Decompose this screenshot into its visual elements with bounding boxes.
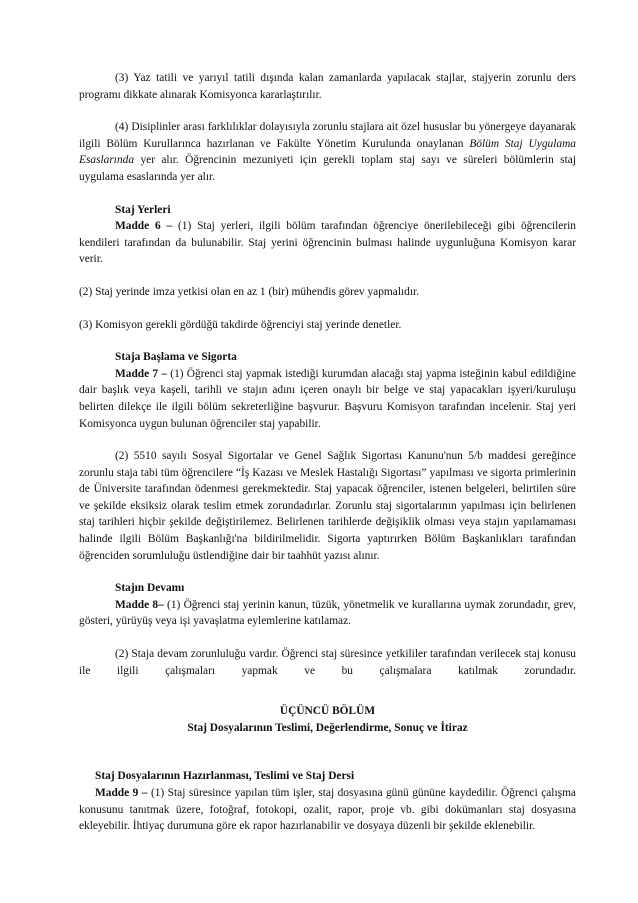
section-title: ÜÇÜNCÜ BÖLÜM [279,705,376,718]
heading-staja-baslama: Staja Başlama ve Sigorta [115,351,237,364]
madde-8-paragraph [79,597,576,630]
paragraph-disiplinler-part2: yer alır. Öğrencinin mezuniyeti için gerekli toplam staj sayı ve süreleri bölümlerin staj uygulama esaslarında yer alır. [79,154,576,183]
madde-6-item-2: (2) Staj yerinde imza yetkisi olan en az 1 (bir) mühendis görev yapmalıdır. [79,285,420,298]
madde-6-label: Madde 6 – [115,220,173,233]
paragraph-staj-tatil: (3) Yaz tatili ve yarıyıl tatili dışında kalan zamanlarda yapılacak stajlar, stajyerin zorunlu ders programı dikkate alınarak Komisyonca kararlaştırılır. [79,72,576,101]
madde-6-item-3: (3) Komisyon gerekli gördüğü takdirde öğrenciyi staj yerinde denetler. [79,318,402,331]
madde-6-text: (1) Staj yerleri, ilgili bölüm tarafından öğrenciye önerilebileceği gibi öğrencilerin kendileri tarafından da bulunabilir. Staj yerini öğrencinin bulması halinde uygunluğuna Komisyon karar verir. [79,220,576,266]
madde-8-text: (1) Öğrenci staj yerinin kanun, tüzük, yönetmelik ve kurallarına uymak zorundadır, grev, gösteri, yürüyüş veya işi yavaşlatma eylemlerine katılamaz. [79,598,576,628]
paragraph-disiplinler-italic: Bölüm Staj Uygulama Esaslarında [79,137,576,167]
madde-8-item-2 [79,646,576,679]
madde-6-paragraph [79,218,576,268]
madde-8-item-2-end: zorundadır. [524,664,577,677]
heading-staj-dosyalari: Staj Dosyalarının Hazırlanması, Teslimi ve Staj Dersi [95,770,355,783]
madde-7-item-2: (2) 5510 sayılı Sosyal Sigortalar ve Genel Sağlık Sigortası Kanunu'nun 5/b maddesi gereğince zorunlu staja tabi tüm öğrencilere “İş Kazası ve Meslek Hastalığı Sigortası” yapılması ve sigorta primlerinin de Üniversite tarafından ödenmesi gerekmektedir. Staj yapacak öğrenciler, istenen belgeleri, belirtilen süre ve şekilde eksiksiz olarak teslim etmek zorundadırlar. Zorunlu staj sigortalarının yapılması için belirlenen staj tarihleri hiçbir şekilde değiştirilemez. Belirlenen tarihlerde değişiklik olması veya stajın yapılamaması halinde ilgili Bölüm Başkanlığı'na bildirilmelidir. Sigorta yaptırırken Bölüm Başkanlıkları tarafından öğrenciden sorumluluğu üstlendiğine dair bir taahhüt yazısı alınır. [79,450,576,562]
madde-7-label: Madde 7 – [115,367,168,380]
heading-staj-yerleri: Staj Yerleri [115,203,171,216]
madde-9-text: (1) Staj süresince yapılan tüm işler, staj dosyasına günü gününe kaydedilir. Öğrenci çalışma konusunu tanıtmak üzere, fotoğraf, fotokopi, ozalit, rapor, proje vb. gibi dokümanları staj dosyasına ekleyebilir. İhtiyaç durumuna göre ek rapor hazırlanabilir ve dosyaya düzenli bir şekilde eklenebilir. [79,787,576,833]
madde-8-item-2-text: (2) Staja devam zorunluluğu vardır. Öğrenci staj süresince yetkililer tarafından verilecek staj konusu ile ilgili çalışmaları yapmak ve bu çalışmalara katılmak [79,648,576,677]
madde-8-label: Madde 8– [115,598,164,611]
madde-7-text: (1) Öğrenci staj yapmak istediği kurumdan alacağı staj yapma isteğinin kabul edildiğine dair başlık veya kaşeli, tarihli ve stajın adını içeren onaylı bir belge ve staj yapacakları işyeri/kuruluşu belirten dilekçe ile ilgili bölüm sekreterliğine başvurur. Başvuru Komisyon tarafından incelenir. Staj yeri Komisyonca uygun bulunan öğrenciler staj yapabilir. [79,367,576,430]
madde-7-paragraph [79,366,576,432]
madde-9-paragraph [79,785,576,835]
paragraph-disiplinler [79,119,576,185]
document-page [79,70,576,835]
heading-stajin-devami: Stajın Devamı [115,582,185,595]
section-subtitle: Staj Dosyalarının Teslimi, Değerlendirme, Sonuç ve İtiraz [187,721,468,734]
paragraph-disiplinler-part1: (4) Disiplinler arası farklılıklar dolayısıyla zorunlu stajlara ait özel hususlar bu yönergeye dayanarak ilgili Bölüm Kurullarınca hazırlanan ve Fakülte Yönetim Kurulunda onaylanan [79,121,576,150]
madde-9-label: Madde 9 – [95,787,148,799]
